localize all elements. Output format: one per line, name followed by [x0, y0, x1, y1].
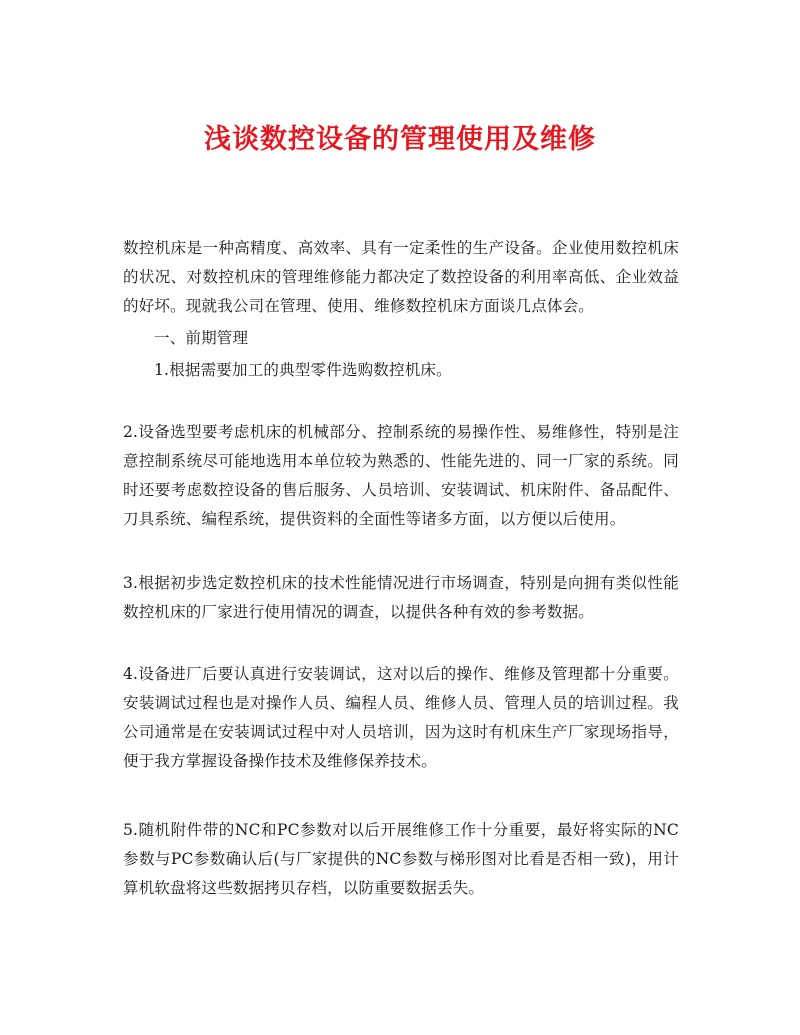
list-item-5: 5.随机附件带的NC和PC参数对以后开展维修工作十分重要，最好将实际的NC参数与PC参数确认后(与厂家提供的NC参数与梯形图对比看是否相一致)，用计算机软盘将这些数据拷贝存档，以防重要数据丢失。	[123, 821, 679, 897]
intro-paragraph: 数控机床是一种高精度、高效率、具有一定柔性的生产设备。企业使用数控机床的状况、对数控机床的管理维修能力都决定了数控设备的利用率高低、企业效益的好坏。现就我公司在管理、使用、维修数控机床方面谈几点体会。	[123, 239, 679, 315]
section-heading-preliminary-management: 一、前期管理	[154, 329, 249, 347]
list-item-3: 3.根据初步选定数控机床的技术性能情况进行市场调查，特别是向拥有类似性能数控机床的厂家进行使用情况的调查，以提供各种有效的参考数据。	[123, 574, 679, 621]
list-item-2: 2.设备选型要考虑机床的机械部分、控制系统的易操作性、易维修性，特别是注意控制系统尽可能地选用本单位较为熟悉的、性能先进的、同一厂家的系统。同时还要考虑数控设备的售后服务、人员培训、安装调试、机床附件、备品配件、刀具系统、编程系统，提供资料的全面性等诸多方面，以方便以后使用。	[123, 423, 679, 528]
document-title: 浅谈数控设备的管理使用及维修	[204, 124, 596, 156]
list-item-1: 1.根据需要加工的典型零件选购数控机床。	[154, 361, 452, 379]
list-item-4: 4.设备进厂后要认真进行安装调试，这对以后的操作、维修及管理都十分重要。安装调试过程也是对操作人员、编程人员、维修人员、管理人员的培训过程。我公司通常是在安装调试过程中对人员培训，因为这时有机床生产厂家现场指导，便于我方掌握设备操作技术及维修保养技术。	[123, 665, 679, 770]
